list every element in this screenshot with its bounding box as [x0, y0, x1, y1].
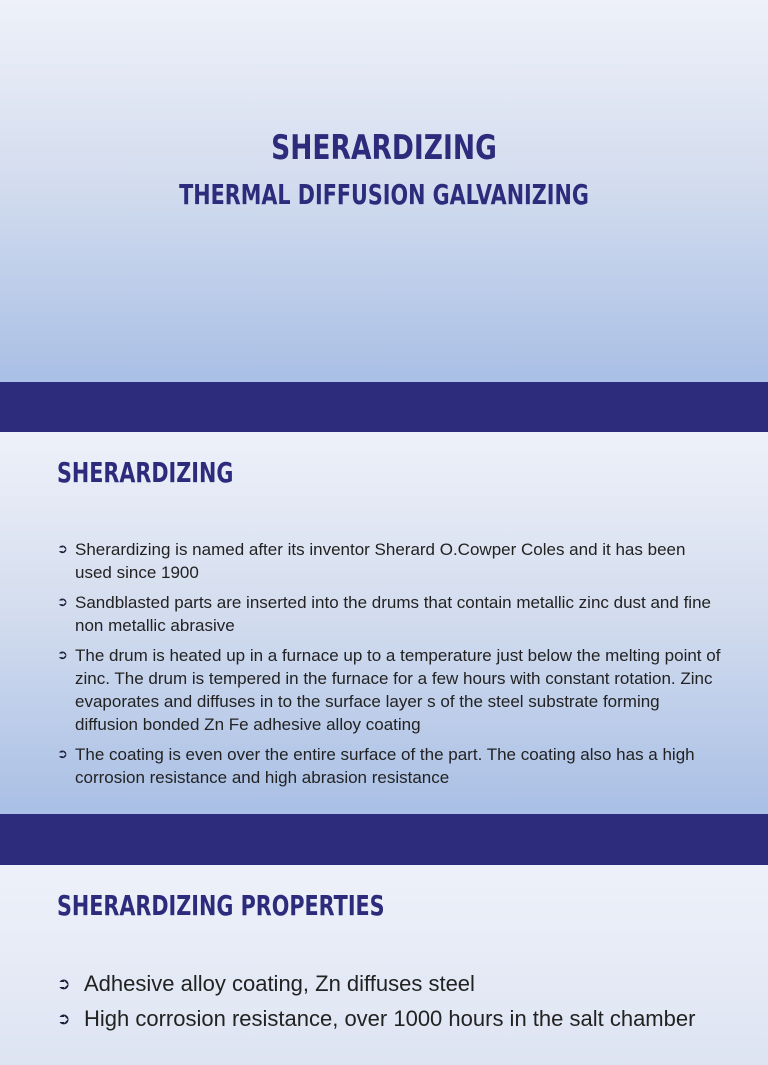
list-item: [57, 969, 727, 999]
arrow-bullet-icon: ➲: [57, 1009, 71, 1028]
arrow-bullet-icon: ➲: [57, 542, 68, 557]
content-slide-properties: [0, 865, 768, 1065]
list-item-text: The coating is even over the entire surface of the part. The coating also has a high corrosion resistance and high abrasion resistance: [75, 745, 695, 787]
slide-heading: SHERARDIZING PROPERTIES: [57, 889, 385, 922]
list-item-text: Sherardizing is named after its inventor Sherard O.Cowper Coles and it has been used since 1900: [75, 540, 686, 582]
arrow-bullet-icon: ➲: [57, 648, 68, 663]
slide-title: SHERARDIZING: [271, 128, 497, 168]
list-item: [57, 538, 727, 584]
list-item: [57, 743, 727, 789]
bullet-list: [57, 969, 727, 1039]
list-item-text: High corrosion resistance, over 1000 hours in the salt chamber: [84, 1006, 696, 1031]
list-item-text: Sandblasted parts are inserted into the drums that contain metallic zinc dust and fine non metallic abrasive: [75, 593, 711, 635]
list-item: [57, 1004, 727, 1034]
slide-subtitle: THERMAL DIFFUSION GALVANIZING: [179, 178, 589, 211]
list-item-text: Adhesive alloy coating, Zn diffuses steel: [84, 971, 475, 996]
list-item-text: The drum is heated up in a furnace up to a temperature just below the melting point of zinc. The drum is tempered in the furnace for a few hours with constant rotation. Zinc evaporates and diffuses in to the surface layer s of the steel substrate forming diffusion bonded Zn Fe adhesive alloy coating: [75, 646, 721, 734]
list-item: [57, 591, 727, 637]
title-slide: [0, 0, 768, 382]
arrow-bullet-icon: ➲: [57, 595, 68, 610]
arrow-bullet-icon: ➲: [57, 974, 71, 993]
content-slide-sherardizing: [0, 432, 768, 814]
slide-heading: SHERARDIZING: [57, 456, 234, 489]
list-item: [57, 644, 727, 736]
arrow-bullet-icon: ➲: [57, 747, 68, 762]
bullet-list: [57, 538, 727, 796]
